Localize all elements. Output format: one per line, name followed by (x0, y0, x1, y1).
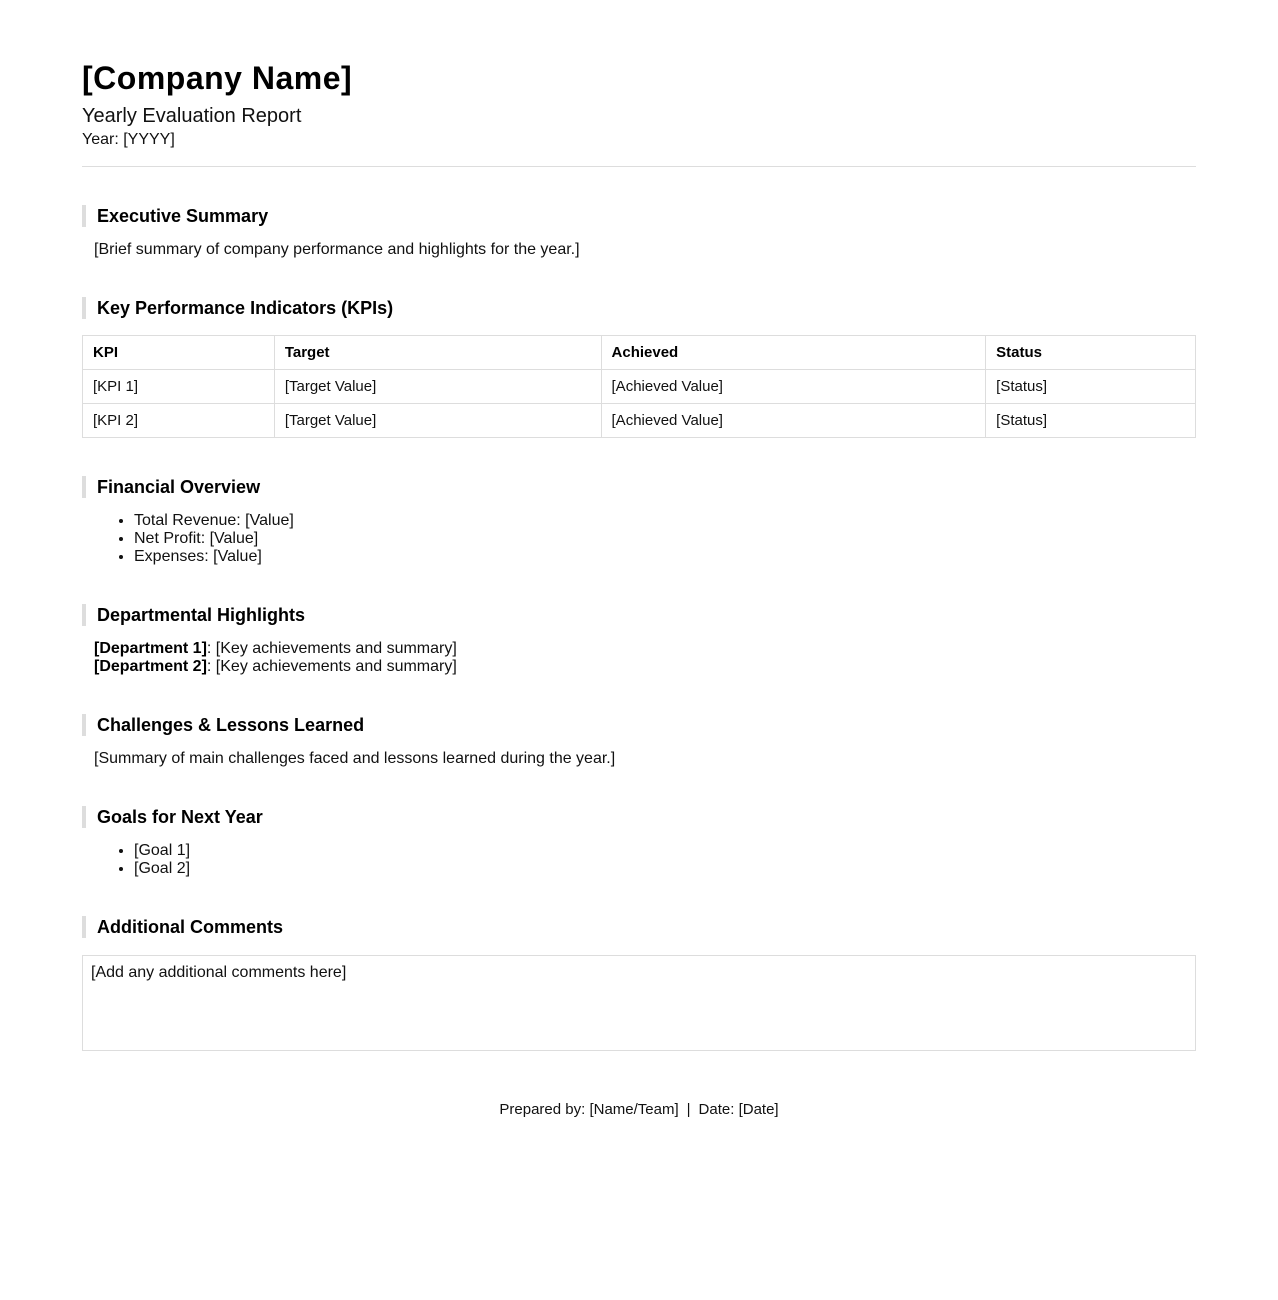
goals-list (82, 842, 1196, 878)
report-page (82, 0, 1196, 1119)
footer-separator: | (686, 1101, 691, 1118)
department-summary: : [Key achievements and summary] (206, 658, 457, 675)
section-departmental-highlights (82, 604, 1196, 676)
table-row (83, 404, 1196, 438)
section-challenges (82, 714, 1196, 768)
column-header-kpi: KPI (83, 336, 275, 370)
report-header (82, 0, 1196, 167)
section-title: Key Performance Indicators (KPIs) (82, 297, 1196, 319)
column-header-achieved: Achieved (601, 336, 986, 370)
report-title: Yearly Evaluation Report (82, 105, 302, 127)
section-title: Additional Comments (82, 916, 1196, 938)
column-header-status: Status (986, 336, 1196, 370)
section-title: Challenges & Lessons Learned (82, 714, 1196, 736)
achieved-cell: [Achieved Value] (601, 404, 986, 438)
table-header-row (83, 336, 1196, 370)
status-cell: [Status] (986, 370, 1196, 404)
status-cell: [Status] (986, 404, 1196, 438)
comments-box[interactable]: [Add any additional comments here] (82, 955, 1196, 1051)
list-item: • [Goal 2] (134, 860, 1196, 878)
prepared-by: Prepared by: [Name/Team] (499, 1101, 679, 1118)
department-summary: : [Key achievements and summary] (206, 640, 457, 657)
table-row (83, 370, 1196, 404)
target-cell: [Target Value] (274, 370, 601, 404)
achieved-cell: [Achieved Value] (601, 370, 986, 404)
section-executive-summary (82, 205, 1196, 259)
department-name: [Department 1] (94, 640, 207, 657)
list-item: • Total Revenue: [Value] (134, 512, 1196, 530)
report-footer (82, 1101, 1196, 1119)
kpi-table (82, 335, 1196, 438)
target-cell: [Target Value] (274, 404, 601, 438)
company-name: [Company Name] (82, 60, 353, 96)
report-date: Date: [Date] (698, 1101, 779, 1118)
column-header-target: Target (274, 336, 601, 370)
kpi-cell: [KPI 2] (83, 404, 275, 438)
section-financial-overview (82, 476, 1196, 566)
section-additional-comments (82, 916, 1196, 1051)
department-item (94, 640, 1196, 658)
list-item: • Expenses: [Value] (134, 548, 1196, 566)
department-list (82, 640, 1196, 676)
report-year: Year: [YYYY] (82, 131, 175, 148)
executive-summary-text: [Brief summary of company performance and highlights for the year.] (94, 241, 580, 258)
section-title: Goals for Next Year (82, 806, 1196, 828)
list-item: • Net Profit: [Value] (134, 530, 1196, 548)
section-kpis (82, 297, 1196, 438)
kpi-cell: [KPI 1] (83, 370, 275, 404)
list-item: • [Goal 1] (134, 842, 1196, 860)
financial-list (82, 512, 1196, 566)
section-title: Departmental Highlights (82, 604, 1196, 626)
section-title: Executive Summary (82, 205, 1196, 227)
department-item (94, 658, 1196, 676)
section-goals (82, 806, 1196, 878)
section-title: Financial Overview (82, 476, 1196, 498)
challenges-text: [Summary of main challenges faced and lessons learned during the year.] (94, 750, 616, 767)
department-name: [Department 2] (94, 658, 207, 675)
